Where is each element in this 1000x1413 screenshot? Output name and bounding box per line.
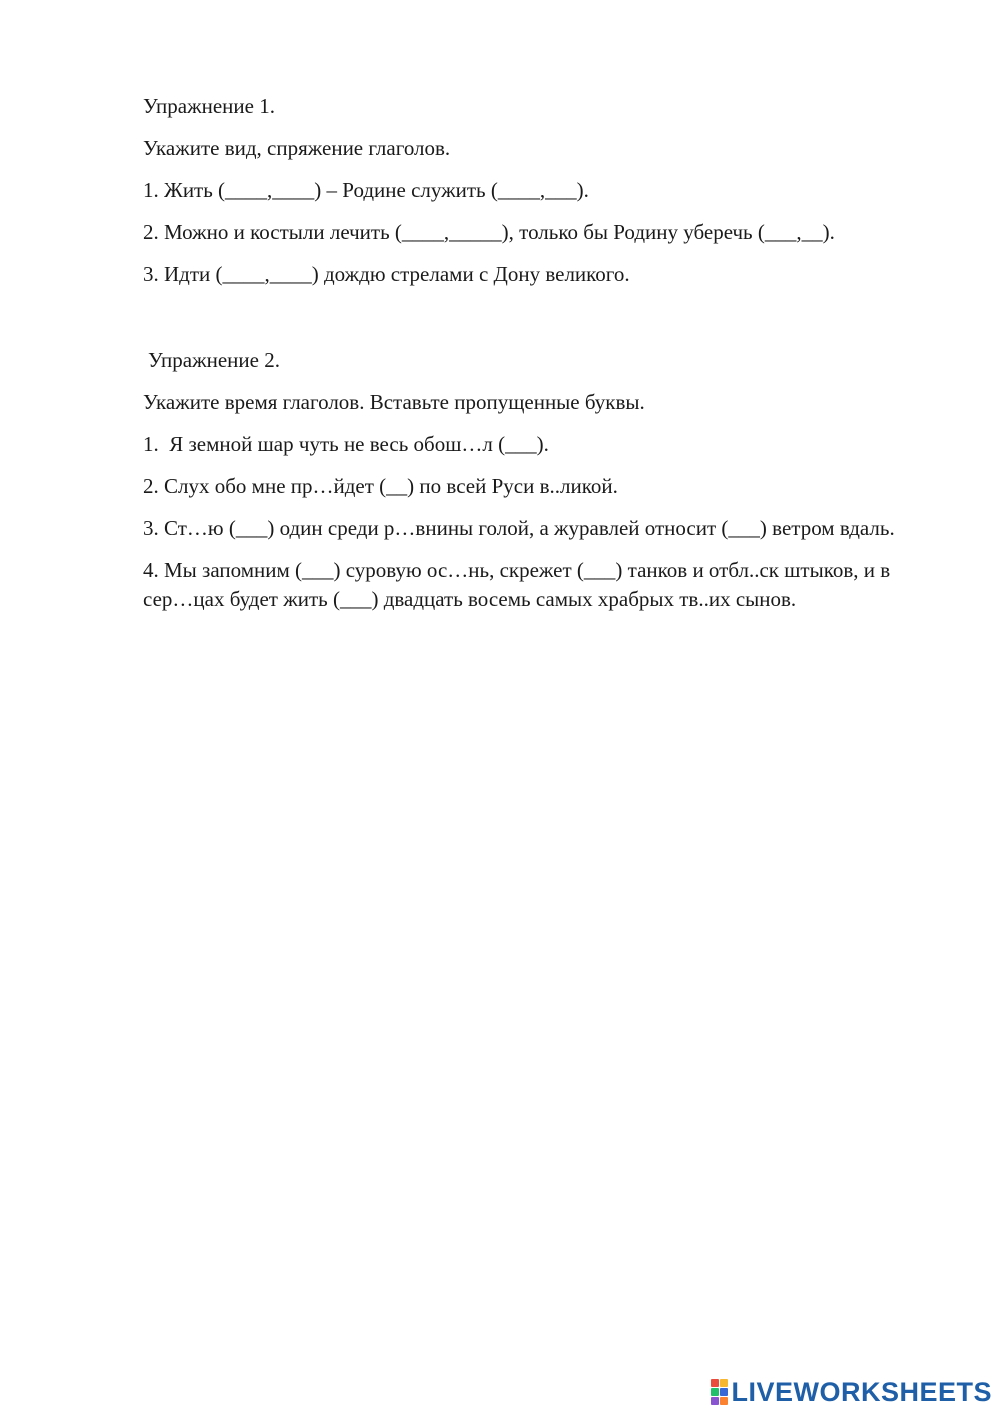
exercise2-item: 1. Я земной шар чуть не весь обош…л (___). xyxy=(143,432,549,456)
logo-cell xyxy=(711,1397,719,1405)
logo-cell xyxy=(720,1397,728,1405)
exercise2-item: 3. Ст…ю (___) один среди р…внины голой, а журавлей относит (___) ветром вдаль. xyxy=(143,516,895,540)
exercise2-item: 2. Слух обо мне пр…йдет (__) по всей Руси в..ликой. xyxy=(143,474,618,498)
exercise2-item: 4. Мы запомним (___) суровую ос…нь, скрежет (___) танков и отбл..ск штыков, и в сер…цах будет жить (___) двадцать восемь самых храбрых тв..их сынов. xyxy=(143,558,896,611)
liveworksheets-logo-icon xyxy=(711,1379,728,1405)
exercise1-title: Упражнение 1. xyxy=(143,94,275,118)
exercise1-item: 2. Можно и костыли лечить (____,_____), только бы Родину уберечь (___,__). xyxy=(143,220,835,244)
worksheet xyxy=(143,92,943,627)
logo-cell xyxy=(711,1379,719,1387)
watermark-text: LIVEWORKSHEETS xyxy=(731,1377,992,1407)
exercise2-title: Упражнение 2. xyxy=(148,348,280,372)
exercise1-item: 3. Идти (____,____) дождю стрелами с Дону великого. xyxy=(143,262,630,286)
logo-cell xyxy=(720,1379,728,1387)
logo-cell xyxy=(711,1388,719,1396)
logo-cell xyxy=(720,1388,728,1396)
exercise1-instruction: Укажите вид, спряжение глаголов. xyxy=(143,136,451,160)
exercise1-item: 1. Жить (____,____) – Родине служить (____,___). xyxy=(143,178,589,202)
exercise2-instruction: Укажите время глаголов. Вставьте пропущенные буквы. xyxy=(143,390,645,414)
liveworksheets-watermark xyxy=(711,1376,992,1408)
section-spacer xyxy=(143,302,943,346)
